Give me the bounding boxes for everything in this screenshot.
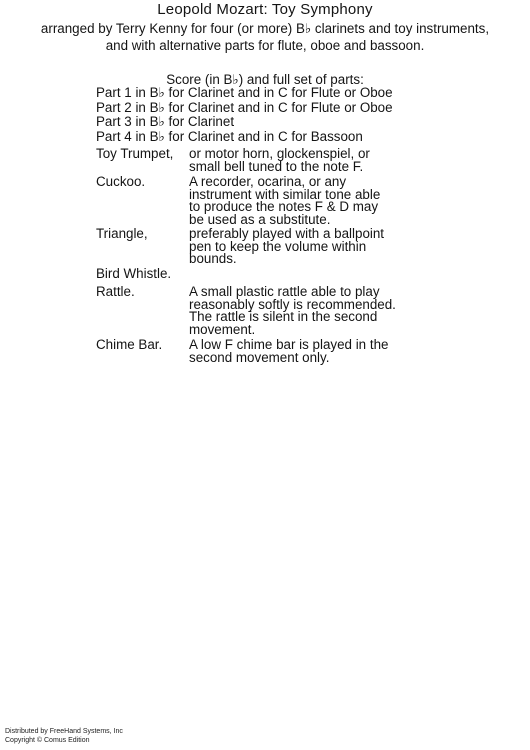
description-line: be used as a substitute. (189, 211, 331, 227)
description-line: or motor horn, glockenspiel, or (189, 146, 370, 161)
instrument-row-cuckoo (96, 176, 516, 228)
part-item: Part 3 in B♭ for Clarinet (96, 114, 235, 129)
description-line: reasonably softly is recommended. (189, 296, 396, 312)
description-line: preferably played with a ballpoint (189, 226, 385, 241)
instrument-name: Toy Trumpet, (96, 146, 174, 161)
description-line: A small plastic rattle able to play (189, 284, 380, 299)
instrument-row-triangle (96, 228, 516, 268)
part-item: Part 2 in B♭ for Clarinet and in C for Flute or Oboe (96, 99, 393, 115)
description-line: A recorder, ocarina, or any (189, 174, 347, 189)
copyright-line: Copyright © Comus Edition (5, 736, 90, 744)
instrument-name: Chime Bar. (96, 337, 163, 352)
description-line: pen to keep the volume within (189, 238, 367, 254)
instrument-name: Rattle. (96, 284, 135, 299)
instrument-name: Cuckoo. (96, 174, 146, 189)
copyright-footer (5, 728, 123, 745)
instrument-description (189, 148, 516, 173)
description-line: small bell tuned to the note F. (189, 158, 364, 174)
instrument-row-rattle (96, 286, 516, 339)
distributor-line: Distributed by FreeHand Systems, Inc (5, 728, 123, 735)
document-subtitle (0, 21, 530, 54)
part-item: Part 1 in B♭ for Clarinet and in C for Flute or Oboe (96, 85, 393, 100)
description-line: bounds. (189, 251, 237, 266)
description-line: second movement only. (189, 349, 330, 365)
instrument-name: Triangle, (96, 226, 148, 241)
instrument-description (189, 339, 516, 364)
description-line: The rattle is silent in the second (189, 309, 378, 324)
instrument-name: Bird Whistle. (96, 266, 172, 281)
instrument-row-toy-trumpet (96, 148, 516, 176)
instrument-row-chime-bar (96, 339, 516, 369)
instrument-list (96, 148, 516, 369)
score-heading: Score (in B♭) and full set of parts: (166, 72, 364, 87)
instrument-description (189, 176, 516, 226)
instrument-description (189, 228, 516, 266)
description-line: to produce the notes F & D may (189, 199, 379, 214)
part-item: Part 4 in B♭ for Clarinet and in C for Bassoon (96, 128, 363, 144)
document-title: Leopold Mozart: Toy Symphony (157, 1, 373, 18)
subtitle-line: arranged by Terry Kenny for four (or more) B♭ clarinets and toy instruments, (40, 21, 490, 36)
instrument-description (189, 286, 516, 336)
description-line: movement. (189, 321, 256, 337)
description-line: instrument with similar tone able (189, 186, 381, 202)
description-line: A low F chime bar is played in the (189, 337, 389, 352)
subtitle-line: and with alternative parts for flute, oboe and bassoon. (105, 37, 425, 53)
parts-list (96, 86, 393, 144)
